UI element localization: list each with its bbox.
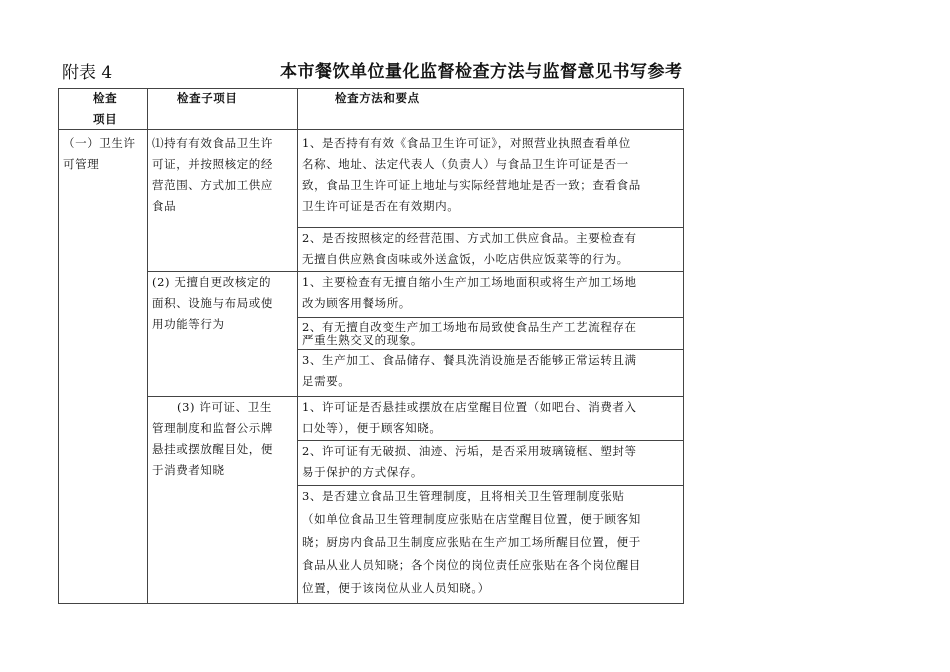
sub1-item1-line: 1、是否持有有效《食品卫生许可证》，对照营业执照查看单位 <box>302 136 631 150</box>
sub2-line: (2) 无擅自更改核定的 <box>152 275 272 289</box>
sub1-line: 可证，并按照核定的经 <box>152 157 273 171</box>
sub3-item3-line: 位置，便于该岗位从业人员知晓。） <box>302 581 490 595</box>
sub3-item1-line: 1、许可证是否悬挂或摆放在店堂醒目位置（如吧台、消费者入 <box>302 400 637 414</box>
sub1-item2-line: 2、是否按照核定的经营范围、方式加工供应食品。主要检查有 <box>302 231 637 245</box>
sub2-line: 面积、设施与布局或使 <box>152 296 273 310</box>
sub1-line: 食品 <box>152 199 177 213</box>
sub3-line: 管理制度和监督公示牌 <box>152 421 273 435</box>
appendix-label: 附表 4 <box>62 63 113 83</box>
sub3-item3-line: 3、是否建立食品卫生管理制度，且将相关卫生管理制度张贴 <box>302 489 625 503</box>
header-col3: 检查方法和要点 <box>335 91 420 105</box>
sub2-line: 用功能等行为 <box>152 317 225 331</box>
col-divider-2 <box>297 89 298 603</box>
section-title-line1: （一）卫生许 <box>63 136 136 150</box>
header-col2: 检查子项目 <box>177 91 238 105</box>
sub3-item3-line: 食品从业人员知晓；各个岗位的岗位责任应张贴在各个岗位醒目 <box>302 558 641 572</box>
header-col1-line2: 项目 <box>93 112 118 126</box>
sub1-line: ⑴持有有效食品卫生许 <box>152 136 273 150</box>
sub3-line: (3) 许可证、卫生 <box>177 400 272 414</box>
sub3-item3-line: 晓；厨房内食品卫生制度应张贴在生产加工场所醒目位置，便于 <box>302 535 641 549</box>
sub2-item2-line: 2、有无擅自改变生产加工场地布局致使食品生产工艺流程存在 <box>302 320 637 334</box>
page-title: 本市餐饮单位量化监督检查方法与监督意见书写参考 <box>280 62 683 82</box>
section-title-line2: 可管理 <box>63 157 100 171</box>
inspection-table <box>58 88 684 604</box>
header-divider <box>59 129 683 130</box>
sub3-line: 于消费者知晓 <box>152 463 225 477</box>
sub1-item1-line: 名称、地址、法定代表人（负责人）与食品卫生许可证是否一 <box>302 157 629 171</box>
sub1-item2-line: 无擅自供应熟食卤味或外送盒饭，小吃店供应饭菜等的行为。 <box>302 252 629 266</box>
sub2-item1-line: 改为顾客用餐场所。 <box>302 296 411 310</box>
sub1-line: 营范围、方式加工供应 <box>152 178 273 192</box>
col-divider-1 <box>147 89 148 603</box>
sub1-item1-line: 致，食品卫生许可证上地址与实际经营地址是否一致；查看食品 <box>302 178 641 192</box>
sub3-item2-line: 2、许可证有无破损、油迹、污垢，是否采用玻璃镜框、塑封等 <box>302 444 637 458</box>
header-col1-line1: 检查 <box>93 91 118 105</box>
sub3-item2-line: 易于保护的方式保存。 <box>302 465 423 479</box>
sub2-item3-line: 3、生产加工、食品储存、餐具洗消设施是否能够正常运转且满 <box>302 353 637 367</box>
sub3-item1-line: 口处等），便于顾客知晓。 <box>302 421 442 435</box>
sub3-item3-line: （如单位食品卫生管理制度应张贴在店堂醒目位置，便于顾客知 <box>302 512 641 526</box>
sub2-item1-line: 1、主要检查有无擅自缩小生产加工场地面积或将生产加工场地 <box>302 275 637 289</box>
sub2-item2-line: 严重生熟交叉的现象。 <box>302 333 423 347</box>
sub3-line: 悬挂或摆放醒目处，便 <box>152 442 273 456</box>
sub1-item1-line: 卫生许可证是否在有效期内。 <box>302 199 460 213</box>
sub2-item3-line: 足需要。 <box>302 374 351 388</box>
